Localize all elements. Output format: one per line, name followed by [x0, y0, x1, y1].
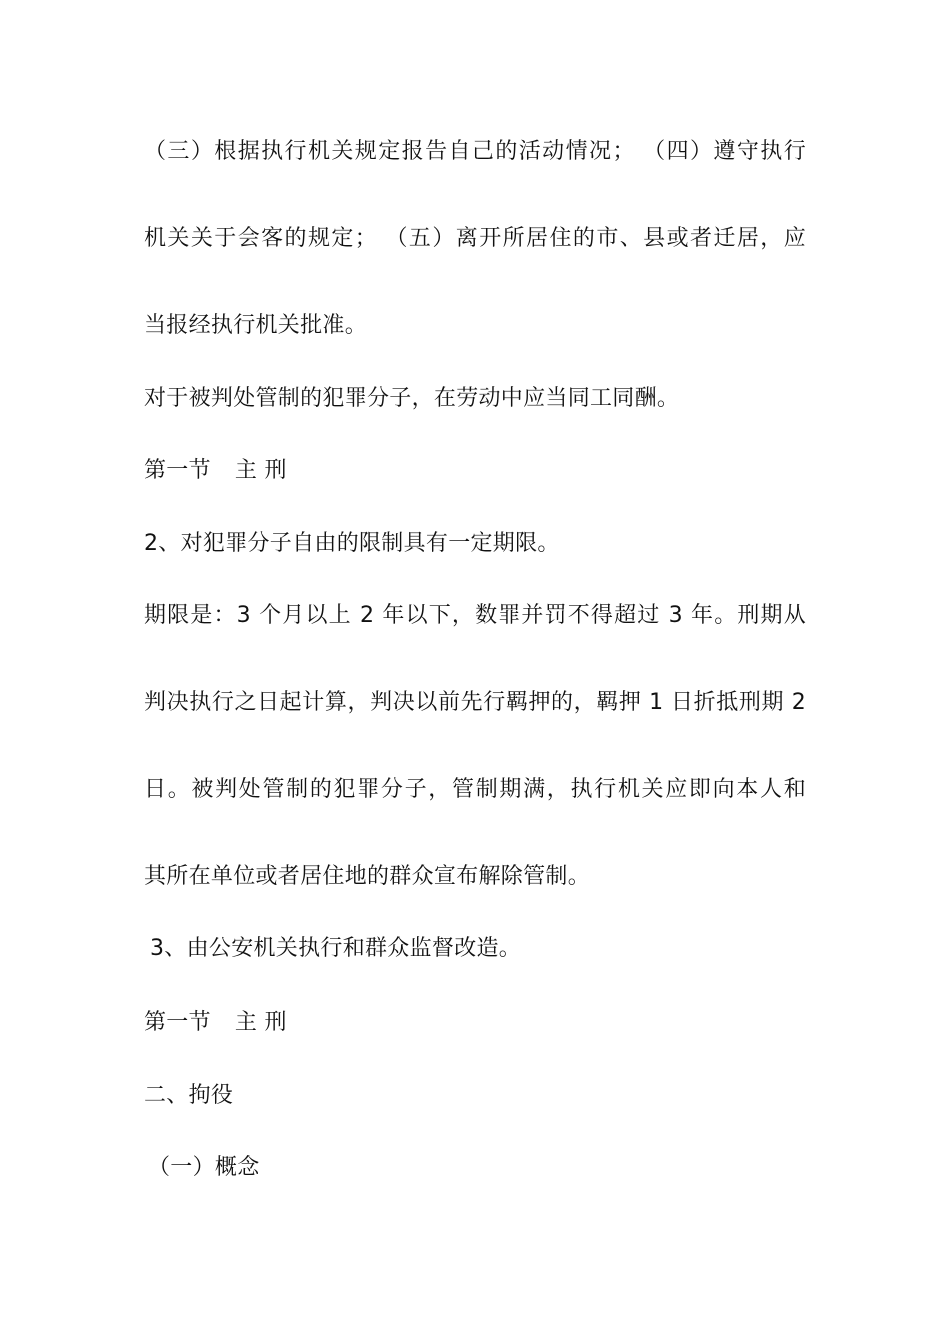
item-2: 2、对犯罪分子自由的限制具有一定期限。	[144, 531, 560, 556]
section-heading-title: 主 刑	[234, 1010, 287, 1035]
paragraph-line-2: 机关关于会客的规定； （五）离开所居住的市、县或者迁居，应	[144, 226, 806, 251]
section-heading	[144, 456, 287, 486]
paragraph-line-3: 当报经执行机关批准。	[144, 313, 368, 338]
paragraph-line-1: （三）根据执行机关规定报告自己的活动情况； （四）遵守执行	[144, 139, 806, 164]
section-heading-number: 第一节	[144, 458, 211, 483]
subsection-heading: 二、拘役	[144, 1083, 234, 1108]
section-heading-repeat	[144, 1008, 287, 1038]
paragraph-term-line-2: 判决执行之日起计算，判决以前先行羁押的，羁押 1 日折抵刑期 2	[144, 690, 806, 715]
section-heading-number: 第一节	[144, 1010, 211, 1035]
paragraph-term-line-4: 其所在单位或者居住地的群众宣布解除管制。	[144, 864, 591, 889]
paragraph-equal-pay: 对于被判处管制的犯罪分子，在劳动中应当同工同酬。	[144, 386, 680, 411]
section-heading-title: 主 刑	[234, 458, 287, 483]
item-3: 3、由公安机关执行和群众监督改造。	[150, 936, 522, 961]
paragraph-term-line-3: 日。被判处管制的犯罪分子，管制期满，执行机关应即向本人和	[144, 777, 806, 802]
paragraph-term-line-1: 期限是：3 个月以上 2 年以下，数罪并罚不得超过 3 年。刑期从	[144, 603, 806, 628]
subsection-item-1: （一）概念	[148, 1155, 260, 1180]
